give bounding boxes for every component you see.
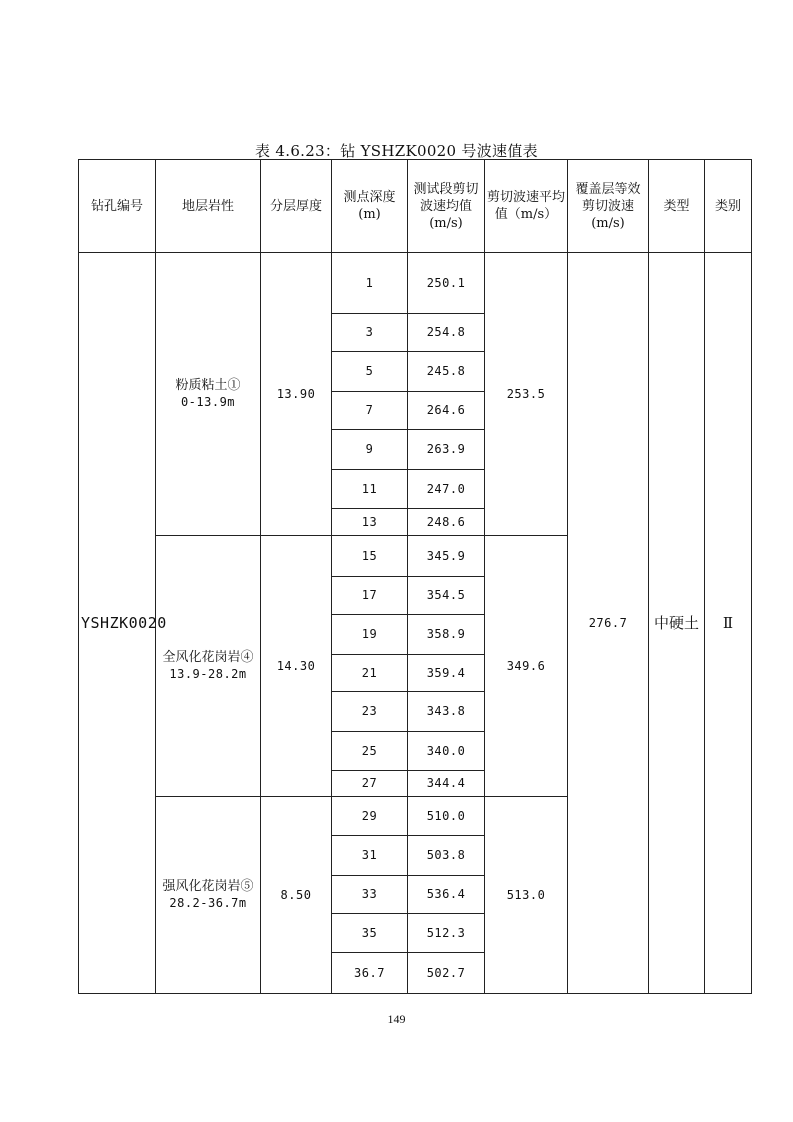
velocity-cell: 264.6 xyxy=(408,392,485,430)
depth-cell: 33 xyxy=(332,876,408,914)
thickness-cell: 8.50 xyxy=(261,797,332,994)
header-depth: 测点深度(m) xyxy=(332,160,408,253)
header-seg-velocity: 测试段剪切波速均值(m/s) xyxy=(408,160,485,253)
depth-cell: 7 xyxy=(332,392,408,430)
thickness-cell: 13.90 xyxy=(261,253,332,536)
velocity-cell: 340.0 xyxy=(408,732,485,771)
depth-cell: 15 xyxy=(332,536,408,577)
stratum-cell xyxy=(156,253,261,536)
stratum-cell xyxy=(156,536,261,797)
velocity-cell: 502.7 xyxy=(408,953,485,994)
depth-cell: 27 xyxy=(332,771,408,797)
stratum-range: 0-13.9m xyxy=(180,395,236,409)
depth-cell: 31 xyxy=(332,836,408,876)
velocity-cell: 512.3 xyxy=(408,914,485,953)
depth-cell: 9 xyxy=(332,430,408,470)
depth-cell: 29 xyxy=(332,797,408,836)
stratum-name: 全风化花岗岩④ xyxy=(162,650,254,665)
velocity-cell: 343.8 xyxy=(408,692,485,732)
site-type-cell: 中硬土 xyxy=(649,253,705,994)
depth-cell: 25 xyxy=(332,732,408,771)
velocity-cell: 247.0 xyxy=(408,470,485,509)
header-row xyxy=(79,160,752,253)
stratum-name: 粉质粘土① xyxy=(175,378,241,393)
velocity-cell: 263.9 xyxy=(408,430,485,470)
depth-cell: 3 xyxy=(332,314,408,352)
velocity-cell: 354.5 xyxy=(408,577,485,615)
velocity-cell: 510.0 xyxy=(408,797,485,836)
depth-cell: 5 xyxy=(332,352,408,392)
header-equiv-velocity: 覆盖层等效剪切波速(m/s) xyxy=(568,160,649,253)
velocity-cell: 503.8 xyxy=(408,836,485,876)
wave-velocity-table xyxy=(78,159,752,994)
depth-cell: 17 xyxy=(332,577,408,615)
hole-id-cell: YSHZK0020 xyxy=(79,253,156,994)
header-type: 类型 xyxy=(649,160,705,253)
depth-cell: 1 xyxy=(332,253,408,314)
stratum-range: 28.2-36.7m xyxy=(169,896,247,910)
header-hole-id: 钻孔编号 xyxy=(79,160,156,253)
site-category-cell: Ⅱ xyxy=(705,253,752,994)
velocity-cell: 358.9 xyxy=(408,615,485,655)
avg-velocity-cell: 349.6 xyxy=(485,536,568,797)
avg-velocity-cell: 513.0 xyxy=(485,797,568,994)
velocity-cell: 250.1 xyxy=(408,253,485,314)
stratum-range: 13.9-28.2m xyxy=(169,667,247,681)
velocity-cell: 536.4 xyxy=(408,876,485,914)
velocity-cell: 248.6 xyxy=(408,509,485,536)
table-body xyxy=(79,160,752,994)
table-row xyxy=(79,253,752,314)
velocity-cell: 245.8 xyxy=(408,352,485,392)
avg-velocity-cell: 253.5 xyxy=(485,253,568,536)
velocity-cell: 359.4 xyxy=(408,655,485,692)
page-number: 149 xyxy=(387,1012,406,1026)
depth-cell: 21 xyxy=(332,655,408,692)
velocity-cell: 345.9 xyxy=(408,536,485,577)
depth-cell: 19 xyxy=(332,615,408,655)
table-caption: 表 4.6.23：钻 YSHZK0020 号波速值表 xyxy=(255,142,538,160)
thickness-cell: 14.30 xyxy=(261,536,332,797)
depth-cell: 23 xyxy=(332,692,408,732)
depth-cell: 36.7 xyxy=(332,953,408,994)
stratum-name: 强风化花岗岩⑤ xyxy=(162,879,254,894)
header-thickness: 分层厚度 xyxy=(261,160,332,253)
stratum-cell xyxy=(156,797,261,994)
velocity-cell: 344.4 xyxy=(408,771,485,797)
depth-cell: 35 xyxy=(332,914,408,953)
velocity-cell: 254.8 xyxy=(408,314,485,352)
equiv-velocity-cell: 276.7 xyxy=(568,253,649,994)
header-category: 类别 xyxy=(705,160,752,253)
header-avg-velocity: 剪切波速平均值（m/s） xyxy=(485,160,568,253)
depth-cell: 13 xyxy=(332,509,408,536)
depth-cell: 11 xyxy=(332,470,408,509)
header-stratum: 地层岩性 xyxy=(156,160,261,253)
